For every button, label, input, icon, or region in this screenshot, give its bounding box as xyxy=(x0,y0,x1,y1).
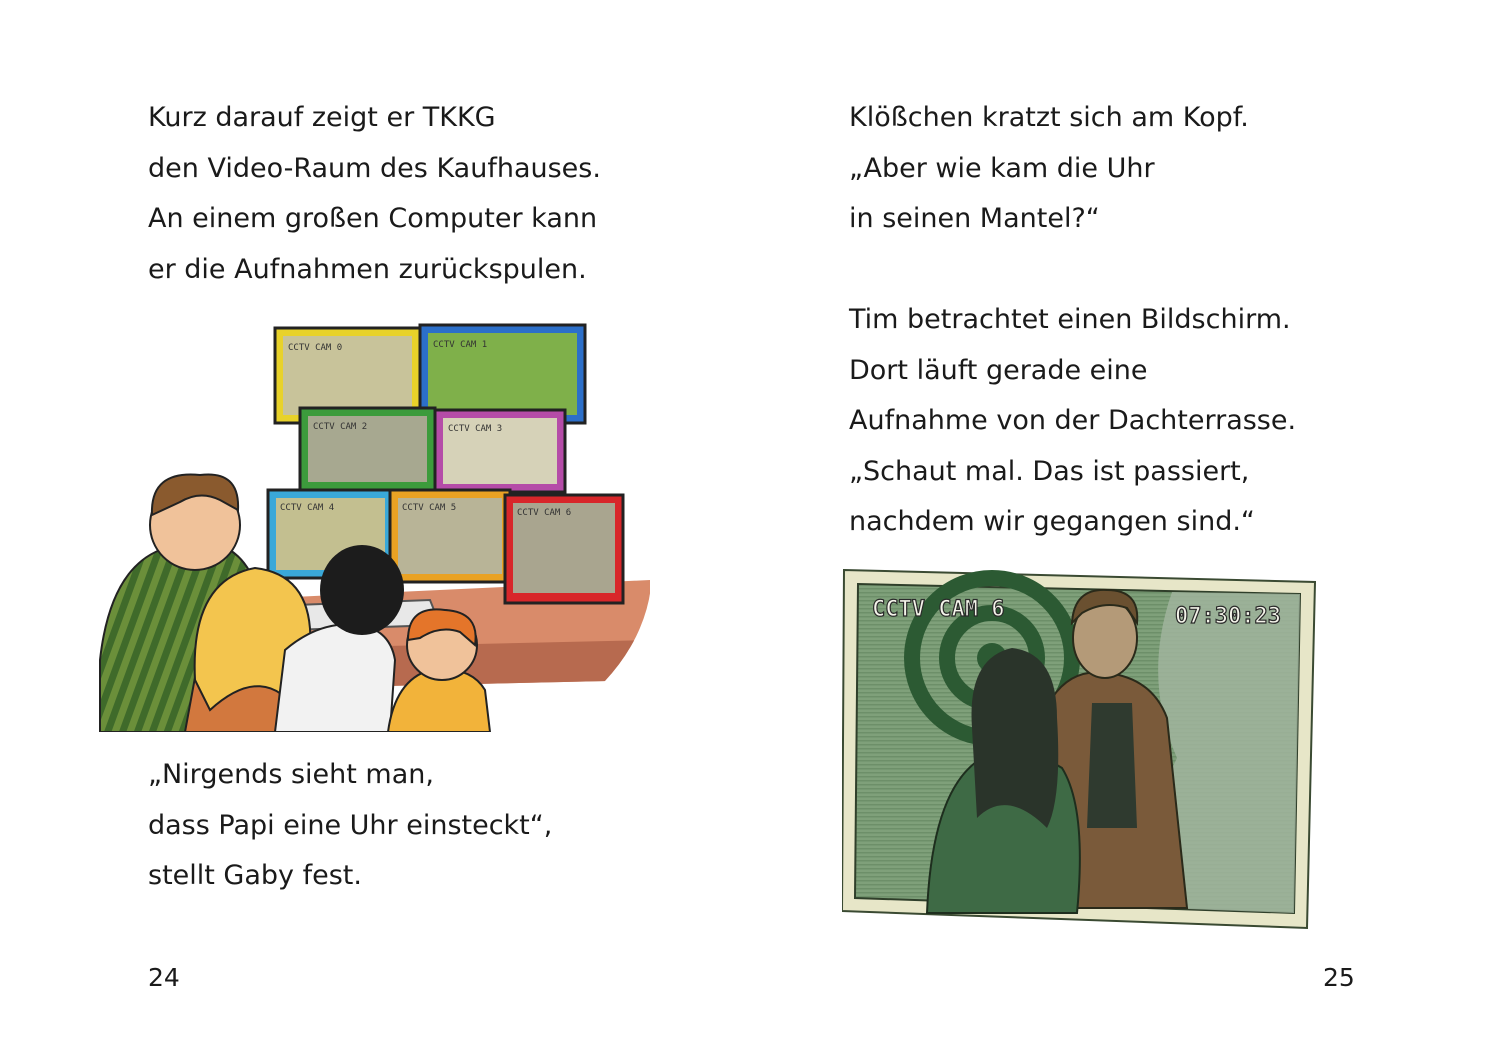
text-line: Dort läuft gerade eine xyxy=(849,354,1148,386)
text-line: An einem großen Computer kann xyxy=(148,203,598,235)
page-number-left: 24 xyxy=(148,963,180,992)
left-paragraph-2 xyxy=(148,750,552,902)
text-line: „Nirgends sieht man, xyxy=(148,759,434,790)
monitor-label: CCTV CAM 6 xyxy=(517,508,572,518)
text-line: Kurz darauf zeigt er TKKG xyxy=(148,102,496,133)
left-paragraph-1 xyxy=(148,93,601,295)
monitor-label: CCTV CAM 0 xyxy=(288,343,343,353)
text-line: den Video-Raum des Kaufhauses. xyxy=(148,152,601,184)
text-line: nachdem wir gegangen sind.“ xyxy=(849,506,1255,538)
monitor-label: CCTV CAM 2 xyxy=(313,422,368,432)
timestamp: 07:30:23 xyxy=(1175,604,1281,629)
right-paragraph-1 xyxy=(849,93,1249,245)
text-line: „Aber wie kam die Uhr xyxy=(849,152,1155,184)
text-line: stellt Gaby fest. xyxy=(148,860,362,892)
monitor-wall xyxy=(268,325,623,603)
monitor-label: CCTV CAM 4 xyxy=(280,503,335,513)
right-paragraph-2 xyxy=(849,295,1296,548)
monitor-label: CCTV CAM 3 xyxy=(448,424,503,434)
text-line: Tim betrachtet einen Bildschirm. xyxy=(849,304,1291,335)
cctv-still-illustration xyxy=(842,568,1317,930)
text-line: „Schaut mal. Das ist passiert, xyxy=(849,455,1250,487)
monitor-label: CCTV CAM 5 xyxy=(402,503,457,513)
text-line: Aufnahme von der Dachterrasse. xyxy=(849,405,1297,437)
page-number-right: 25 xyxy=(1323,963,1355,992)
cctv-room-illustration xyxy=(90,320,655,732)
camera-label: CCTV CAM 6 xyxy=(872,597,1005,622)
monitor-label: CCTV CAM 1 xyxy=(433,340,488,350)
right-page xyxy=(750,0,1500,1061)
text-line: Klößchen kratzt sich am Kopf. xyxy=(849,102,1249,133)
text-line: in seinen Mantel?“ xyxy=(849,203,1100,235)
text-line: dass Papi eine Uhr einsteckt“, xyxy=(148,809,553,841)
text-line: er die Aufnahmen zurückspulen. xyxy=(148,253,587,285)
